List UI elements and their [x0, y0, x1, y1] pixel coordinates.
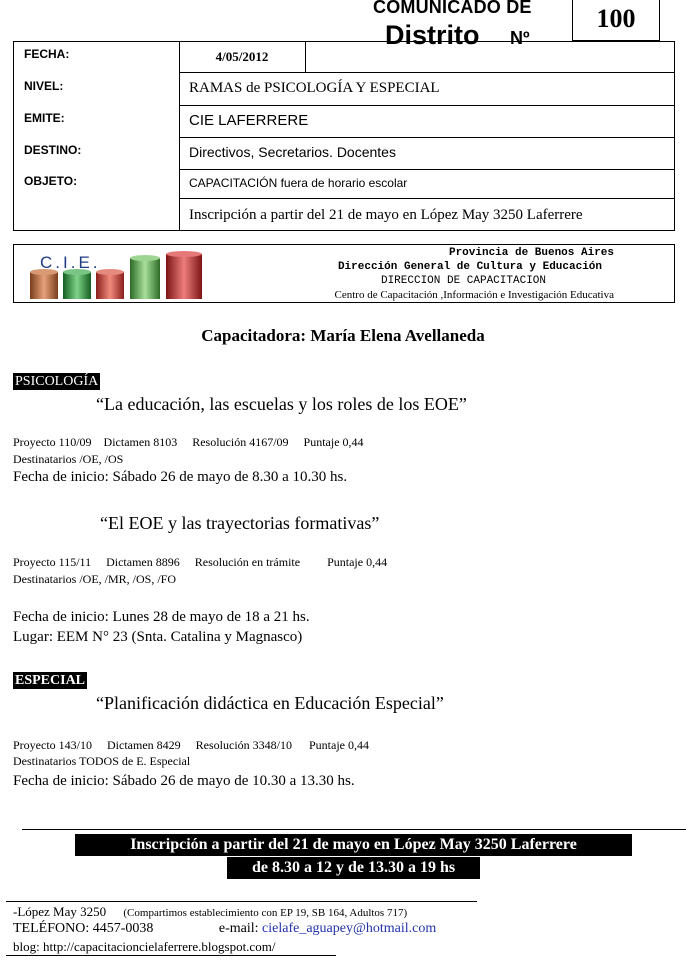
- nivel-value: RAMAS de PSICOLOGÍA Y ESPECIAL: [189, 80, 440, 96]
- section-tag-psicologia: PSICOLOGÍA: [15, 374, 99, 389]
- institution-banner: [13, 244, 675, 303]
- dictamen: Dictamen 8103: [103, 435, 178, 449]
- inscripcion-value: Inscripción a partir del 21 de mayo en López May 3250 Laferrere: [189, 207, 583, 223]
- address-note: (Compartimos establecimiento con EP 19, SB 164, Adultos 717): [123, 907, 408, 919]
- numero-sign: Nº: [510, 28, 530, 48]
- resolucion: Resolución 3348/10: [195, 738, 292, 752]
- course-title: “El EOE y las trayectorias formativas”: [100, 513, 380, 533]
- puntaje: Puntaje 0,44: [303, 435, 364, 449]
- destino-value: Directivos, Secretarios. Docentes: [189, 144, 396, 160]
- banner-direccion-capacitacion: DIRECCION DE CAPACITACION: [380, 275, 546, 287]
- course-title: “Planificación didáctica en Educación Especial”: [96, 693, 444, 713]
- row-line: [179, 105, 674, 106]
- inscription-banner-line2: de 8.30 a 12 y de 13.30 a 19 hs: [227, 857, 480, 879]
- lugar: Lugar: EEM N° 23 (Snta. Catalina y Magnasco): [13, 629, 303, 645]
- logo-cylinder: [130, 258, 160, 299]
- contact-phone-email: [13, 921, 436, 937]
- dictamen: Dictamen 8896: [106, 555, 180, 569]
- nivel-label: NIVEL:: [24, 79, 64, 93]
- logo-cylinder: [166, 254, 202, 299]
- telefono: TELÉFONO: 4457-0038: [13, 921, 154, 936]
- emite-label: EMITE:: [24, 111, 65, 125]
- puntaje: Puntaje 0,44: [327, 555, 388, 569]
- dictamen: Dictamen 8429: [107, 738, 181, 752]
- contact-rule-bottom: [6, 955, 336, 956]
- distrito-title: Distrito: [385, 20, 480, 50]
- destinatarios: Destinatarios /OE, /MR, /OS, /FO: [13, 572, 177, 586]
- row-line: [179, 72, 674, 73]
- course-meta: [13, 435, 364, 450]
- fecha-value: 4/05/2012: [179, 42, 306, 72]
- puntaje: Puntaje 0,44: [308, 738, 369, 752]
- banner-direccion-general: Dirección General de Cultura y Educación: [337, 261, 602, 273]
- comunicado-title: COMUNICADO DE: [373, 0, 532, 17]
- row-line: [179, 169, 674, 170]
- proyecto: Proyecto 115/11: [13, 555, 92, 569]
- email-label: e-mail:: [218, 921, 259, 936]
- contact-address: [13, 904, 407, 920]
- objeto-value: CAPACITACIÓN fuera de horario escolar: [189, 176, 408, 190]
- cie-logo: [18, 248, 218, 301]
- fecha-inicio: Fecha de inicio: Lunes 28 de mayo de 18 a 21 hs.: [13, 609, 310, 625]
- resolucion: Resolución en trámite: [194, 555, 301, 569]
- course-title: “La educación, las escuelas y los roles de los EOE”: [96, 394, 467, 414]
- course-meta: [13, 555, 387, 570]
- inscription-banner-line1: Inscripción a partir del 21 de mayo en López May 3250 Laferrere: [75, 834, 632, 856]
- header-table: [13, 41, 675, 231]
- course-meta: [13, 738, 369, 753]
- footer-rule: [22, 829, 686, 830]
- section-tag-especial: ESPECIAL: [15, 673, 86, 688]
- logo-text: C.I.E.: [40, 253, 101, 272]
- logo-cylinder: [30, 272, 58, 299]
- objeto-label: OBJETO:: [24, 174, 78, 188]
- logo-cylinder: [63, 272, 91, 299]
- fecha-label: FECHA:: [24, 47, 70, 61]
- contact-blog[interactable]: blog: http://capacitacioncielaferrere.blogspot.com/: [13, 939, 276, 954]
- proyecto: Proyecto 110/09: [13, 435, 92, 449]
- logo-cylinder: [96, 272, 124, 299]
- email-link[interactable]: cielafe_aguapey@hotmail.com: [262, 921, 437, 936]
- emite-value: CIE LAFERRERE: [189, 112, 309, 129]
- destinatarios: Destinatarios /OE, /OS: [13, 452, 124, 466]
- contact-rule: [6, 901, 477, 902]
- proyecto: Proyecto 143/10: [13, 738, 92, 752]
- destino-label: DESTINO:: [24, 143, 82, 157]
- destinatarios: Destinatarios TODOS de E. Especial: [13, 754, 191, 768]
- row-line: [179, 198, 674, 199]
- banner-centro: Centro de Capacitación ,Información e Investigación Educativa: [334, 289, 614, 301]
- address: -López May 3250: [13, 904, 107, 919]
- fecha-inicio: Fecha de inicio: Sábado 26 de mayo de 8.30 a 10.30 hs.: [13, 469, 348, 485]
- fecha-inicio: Fecha de inicio: Sábado 26 de mayo de 10.30 a 13.30 hs.: [13, 773, 355, 789]
- capacitadora-heading: Capacitadora: María Elena Avellaneda: [201, 326, 485, 345]
- row-line: [179, 137, 674, 138]
- resolucion: Resolución 4167/09: [192, 435, 289, 449]
- communique-number: 100: [572, 0, 660, 41]
- banner-province: Provincia de Buenos Aires: [448, 247, 614, 259]
